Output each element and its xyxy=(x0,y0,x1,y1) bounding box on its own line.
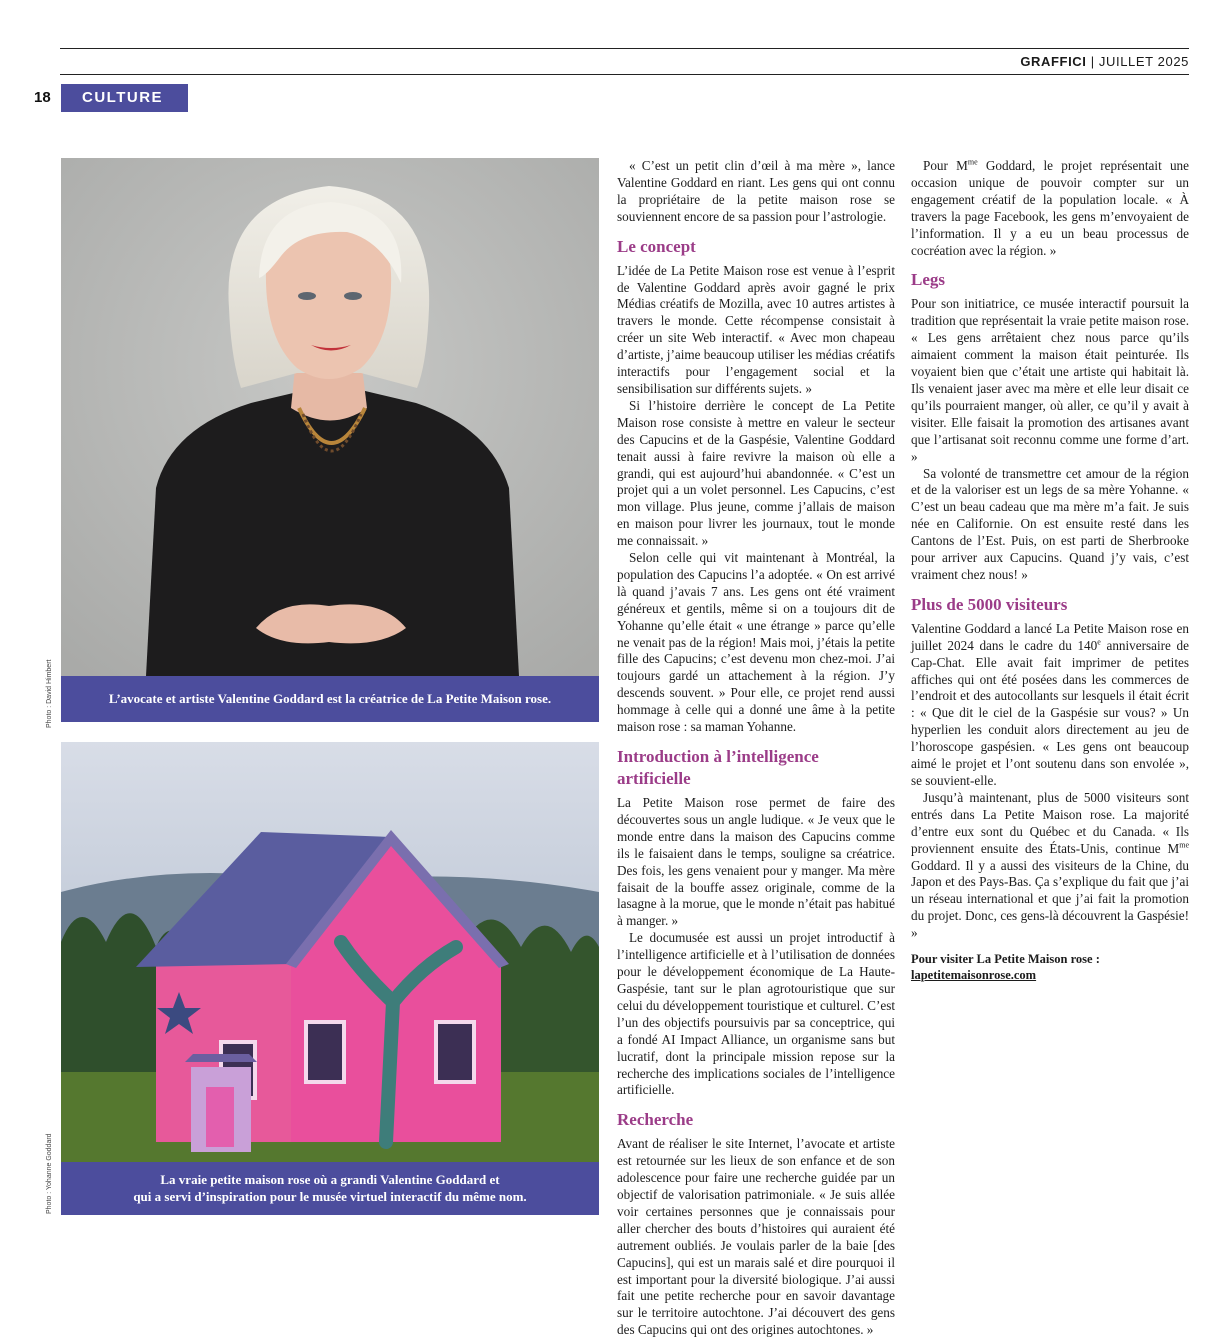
section-tab: CULTURE xyxy=(61,84,188,112)
masthead-text xyxy=(1020,54,1189,69)
page-number: 18 xyxy=(34,89,51,106)
ai-paragraph-1: La Petite Maison rose permet de faire des découvertes sous un angle ludique. « Je veux que le monde entre dans la maison des Capucins comme ils le faisaient dans le temps, souligne sa créatrice. Des fois, les gens venaient pour y manger. Ma mère faisait de la bouffe assez originale, comme de la lasagne à la morue, que le monde n’était pas habitué à manger. » xyxy=(617,795,895,929)
portrait-photo-credit: Photo : David Himbert xyxy=(46,659,53,728)
concept-paragraph-3: Selon celle qui vit maintenant à Montréal, la population des Capucins l’a adoptée. « On est arrivé là quand j’avais 7 ans. Les gens ont été vraiment généreux et gentils, même si on a toujours dit de Yohanne qu’elle était « une étrange » parce qu’elle ne venait pas de la région! Mais moi, j’étais la petite fille des Capucins; c’est devenu mon chez-moi. J’ai toujours gardé un attachement à la région. J’y descends souvent. » Pour elle, ce projet rend aussi hommage à celle qui a donné une âme à la petite maison rose : sa maman Yohanne. xyxy=(617,550,895,735)
masthead-separator: | xyxy=(1090,54,1095,69)
visitors-paragraph-1-start: Valentine Goddard a lancé La Petite Maison rose en juillet 2024 dans le cadre du 140 xyxy=(911,620,1189,653)
portrait-caption: L’avocate et artiste Valentine Goddard est la créatrice de La Petite Maison rose. xyxy=(61,676,599,722)
house-photo-credit: Photo : Yohanne Goddard xyxy=(46,1133,53,1214)
portrait-photo xyxy=(61,158,599,676)
superscript: e xyxy=(1097,637,1101,647)
portrait-illustration xyxy=(61,158,599,676)
house-caption xyxy=(61,1162,599,1215)
visitors-paragraph-2-end: Goddard. Il y a aussi des visiteurs de la Chine, du Japon et des Pays-Bas. Ça s’explique du fait que j’ai un réseau international et que j’ai fait la promotion du projet. Donc, ces gens-là découvrent la Gaspésie! » xyxy=(911,857,1189,941)
visitors-paragraph-2 xyxy=(911,790,1189,942)
website-link[interactable]: lapetitemaisonrose.com xyxy=(911,968,1037,983)
house-caption-line-2: qui a servi d’inspiration pour le musée virtuel interactif du même nom. xyxy=(133,1189,527,1204)
article-column-middle xyxy=(617,158,895,1339)
visit-info xyxy=(911,951,1189,983)
concept-paragraph-1: L’idée de La Petite Maison rose est venue à l’esprit de Valentine Goddard après avoir gagné le prix Médias créatifs de Mozilla, avec 10 autres artistes à travers le monde. Cette récompense consistait à créer un site Web interactif. « Avec mon chapeau d’artiste, j’aime beaucoup utiliser les médias créatifs interactifs pour l’engagement social et la sensibilisation sur différents sujets. » xyxy=(617,262,895,396)
issue-date: JUILLET 2025 xyxy=(1098,54,1189,69)
superscript: me xyxy=(1179,840,1189,850)
visitors-paragraph-1 xyxy=(911,621,1189,790)
visitors-paragraph-2-start: Jusqu’à maintenant, plus de 5000 visiteurs sont entrés dans La Petite Maison rose. La majorité d’entre eux sont du Québec et du Canada. « Ils proviennent ensuite des États-Unis, continue M xyxy=(911,789,1189,856)
house-caption-line-1: La vraie petite maison rose où a grandi Valentine Goddard et xyxy=(160,1172,500,1187)
ai-paragraph-2: Le documusée est aussi un projet introductif à l’intelligence artificielle et à l’utilisation de données pour le développement économique de La Haute-Gaspésie, tant sur le plan agrotouristique que sur celui du développement touristique et culturel. C’est l’un des objectifs poursuivis par sa conceptrice, qui a fondé AI Impact Alliance, un organisme sans but lucratif, dont la principale mission repose sur la recherche des implications sociales de l’intelligence artificielle. xyxy=(617,930,895,1098)
visitors-paragraph-1-end: anniversaire de Cap-Chat. Elle avait fait imprimer de petites affiches qui ont été posées dans les commerces de l’endroit et des autocollants sur lesquels il était écrit : « Que dit le ciel de la Gaspésie sur vous? » Un hyperlien les conduit alors directement au jeu de l’horoscope gaspésien. « Les gens ont beaucoup aimé le projet et l’ont soutenu dans son envolée », se souvient-elle. xyxy=(911,637,1189,788)
subheading-research: Recherche xyxy=(617,1110,694,1130)
subheading-visitors: Plus de 5000 visiteurs xyxy=(911,594,1068,614)
publication-name: GRAFFICI xyxy=(1020,54,1087,69)
subheading-ai: Introduction à l’intelligence artificielle xyxy=(617,747,819,788)
legs-paragraph-2: Sa volonté de transmettre cet amour de la région et de la valoriser est un legs de sa mère Yohanne. « C’est un beau cadeau que ma mère m’a fait. Je suis née en Californie. On est ensuite resté dans les Cantons de l’Est. Puis, on est parti de Sherbrooke pour arriver aux Capucins. Quand j’y vais, c’est vraiment chez nous! » xyxy=(911,465,1189,582)
house-photo xyxy=(61,742,599,1162)
pink-house-illustration xyxy=(61,742,599,1162)
subheading-concept: Le concept xyxy=(617,236,696,256)
research-paragraph-1: Avant de réaliser le site Internet, l’avocate et artiste est retournée sur les lieux de son enfance et de son adolescence pour faire une recherche guidée par un objectif de valorisation patrimoniale. « Je suis allée voir certaines personnes que je connaissais pour aller chercher des bouts d’histoires qui auraient été autrement oubliés. Je voulais parler de la baie [des Capucins], qui est un marais salé et dire pourquoi il est important pour la diversité biologique. J’ai aussi fait une petite recherche pour en savoir davantage sur le territoire autochtone. J’ai découvert des gens des Capucins qui ont des origines autochtones. » xyxy=(617,1136,895,1338)
research-paragraph-2-end: Goddard, le projet représentait une occasion unique de pouvoir compter sur un engagement créatif de la population locale. « À travers la page Facebook, les gens m’envoyaient de l’information. Il y a eu un beau processus de cocréation avec la région. » xyxy=(911,158,1189,258)
masthead xyxy=(60,48,1189,75)
research-paragraph-2-start: Pour M xyxy=(923,158,968,173)
superscript: me xyxy=(967,157,978,167)
concept-paragraph-2: Si l’histoire derrière le concept de La Petite Maison rose consiste à mettre en valeur le secteur des Capucins et de la Gaspésie, Valentine Goddard tenait aussi à faire revivre la maison où elle a grandi, qui est aujourd’hui abandonnée. « C’est un projet qui a un volet personnel. Les Capucins, c’est mon village. Plus jeune, comme j’allais de maison en maison pour livrer les journaux, tout le monde me connaissait. » xyxy=(617,397,895,549)
research-paragraph-2 xyxy=(911,158,1189,259)
legs-paragraph-1: Pour son initiatrice, ce musée interactif poursuit la tradition que représentait la vraie petite maison rose. « Les gens arrêtaient chez nous parce qu’ils aimaient comment la maison était peinturée. Ils voyaient bien que c’était une artiste qui habitait là. Ils venaient jaser avec ma mère et elle leur disait ce qu’ils pourraient manger, où aller, ce qu’il y avait à visiter. Elle faisait la promotion des artisanes avant que l’artisanat soit reconnu comme une forme d’art. » xyxy=(911,296,1189,464)
article-column-right xyxy=(911,158,1189,983)
intro-paragraph: « C’est un petit clin d’œil à ma mère », lance Valentine Goddard en riant. Les gens qui ont connu la propriétaire de la petite maison rose se souviennent encore de sa passion pour l’astrologie. xyxy=(617,158,895,224)
subheading-legs: Legs xyxy=(911,270,945,290)
visit-label: Pour visiter La Petite Maison rose : xyxy=(911,952,1100,967)
